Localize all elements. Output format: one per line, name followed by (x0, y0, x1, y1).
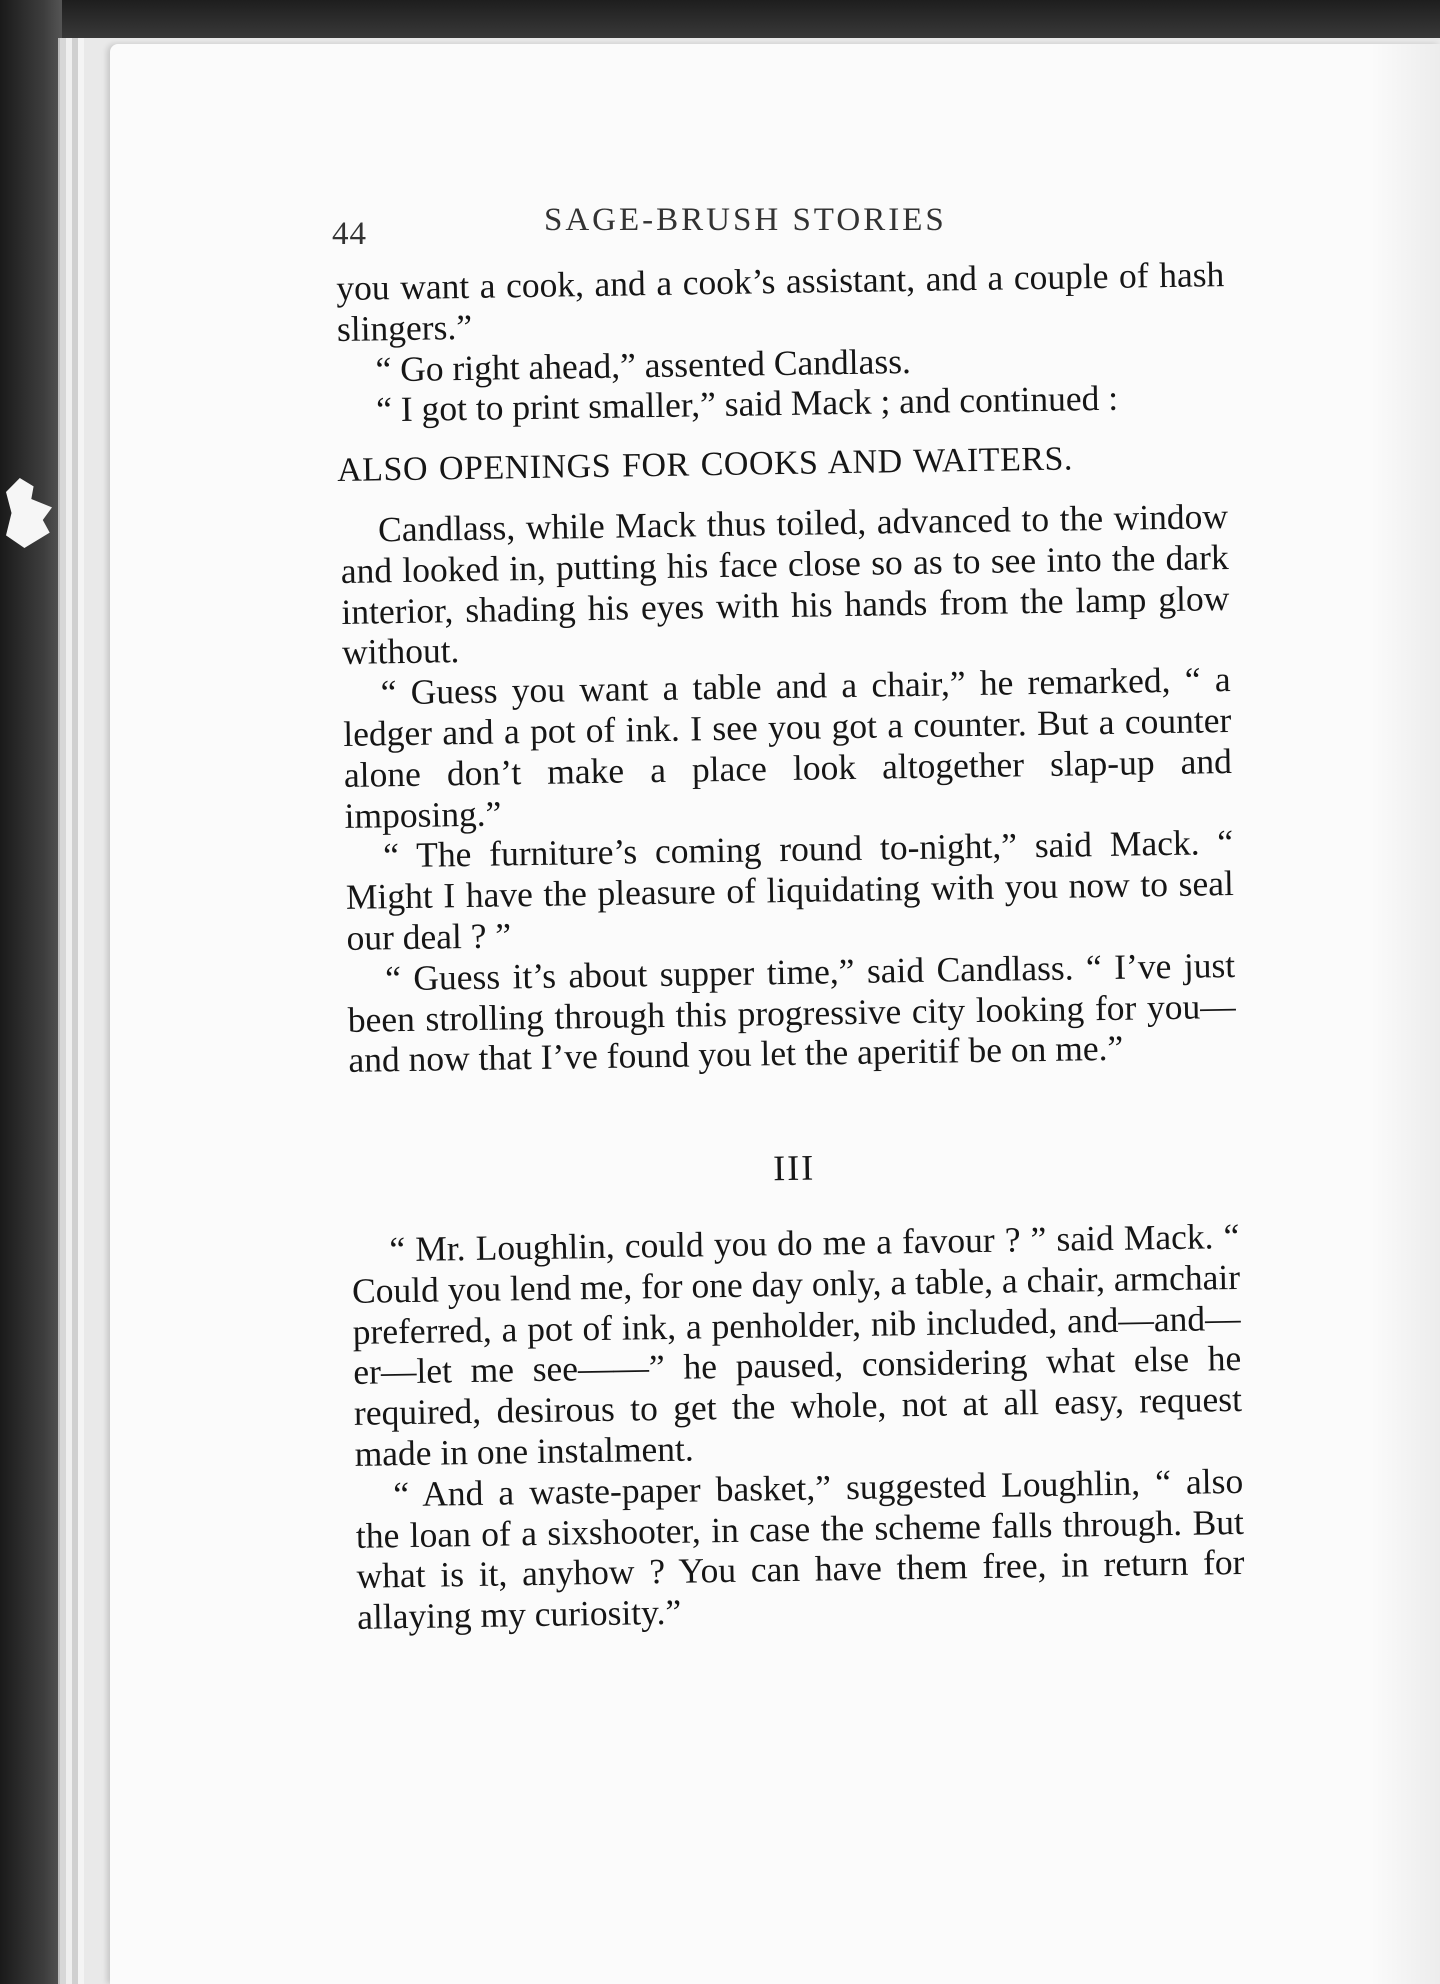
section-heading: III (772, 1147, 816, 1189)
sign-notice-text: ALSO OPENINGS FOR COOKS AND WAITERS. (336, 440, 1074, 490)
paragraph: “ I got to print smaller,” said Mack ; and continued : (375, 378, 1119, 430)
page-number: 44 (332, 216, 367, 252)
paragraph: “ Go right ahead,” assented Candlass. (375, 340, 912, 389)
paragraph: “ Guess you want a table and a chair,” he remarked, “ a ledger and a pot of ink. I see you got a counter. But a counter alone don’t make a place look altogether slap-up and imposing.” (343, 659, 1233, 836)
book-cover-spine (0, 0, 62, 1984)
paragraph: Candlass, while Mack thus toiled, advanced to the window and looked in, putting his face close so as to see into the dark interior, shading his eyes with his hands from the lamp glow without. (340, 496, 1230, 673)
body-text (336, 254, 1245, 1638)
book-cover-top (0, 0, 1440, 40)
page-gutter-shadow (1370, 44, 1440, 1984)
running-title: SAGE-BRUSH STORIES (544, 202, 947, 238)
paragraph: “ Guess it’s about supper time,” said Candlass. “ I’ve just been strolling through this progressive city looking for you—and now that I’ve found you let the aperitif be on me.” (347, 944, 1237, 1081)
paragraph: “ The furniture’s coming round to-night,” said Mack. “ Might I have the pleasure of liquidating with you now to seal our deal ? ” (345, 822, 1235, 958)
paragraph: “ And a waste-paper basket,” suggested Loughlin, “ also the loan of a sixshooter, in case the scheme falls through. But what is it, anyhow ? You can have them free, in return for allaying my curiosity.” (355, 1460, 1245, 1637)
paragraph: you want a cook, and a cook’s assistant, and a couple of hash slingers.” (336, 254, 1225, 349)
paragraph: “ Mr. Loughlin, could you do me a favour ? ” said Mack. “ Could you lend me, for one day only, a table, a chair, armchair preferred, a pot of ink, a penholder, nib included, and—and—er—let me see——” he paused, considering what else he required, desirous to get the whole, not at all easy, request made in one instalment. (351, 1215, 1243, 1474)
page-header (332, 202, 1232, 252)
